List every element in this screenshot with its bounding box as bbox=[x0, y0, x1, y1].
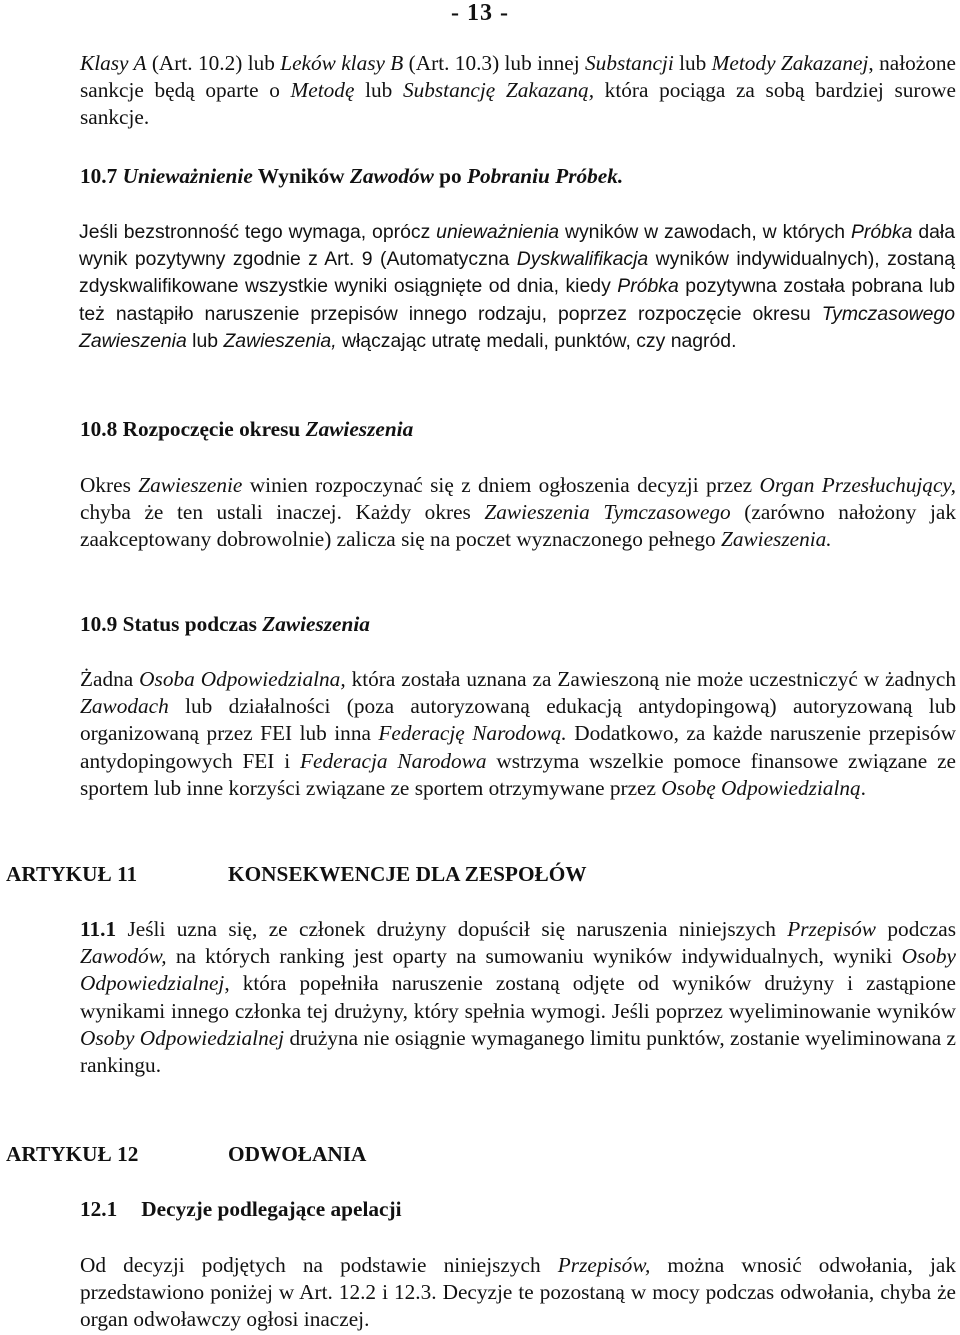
article-11-label: ARTYKUŁ 11 bbox=[6, 862, 138, 886]
heading-text: Decyzje podlegające apelacji bbox=[141, 1197, 402, 1221]
term: Substancji bbox=[585, 51, 674, 75]
text-run: lub bbox=[186, 329, 224, 352]
term: Próbka bbox=[617, 275, 679, 298]
term: Federacja Narodowa bbox=[300, 748, 487, 773]
page-number: - 13 - bbox=[451, 0, 509, 26]
section-heading-10-7 bbox=[80, 163, 623, 190]
heading-text: Zawieszenia bbox=[305, 417, 414, 441]
term: Tymczasowego Zawieszenia bbox=[79, 302, 955, 352]
text-run: (zarówno nałożony jak zaakceptowany dobrowolnie) zalicza się na poczet wyznaczonego pełnego bbox=[80, 500, 956, 552]
article-11-title: KONSEKWENCJE DLA ZESPOŁÓW bbox=[228, 862, 587, 886]
text-run: pozytywna została pobrana lub też nastąpiło naruszenie przepisów innego rodzaju, poprzez rozpoczęcie okresu bbox=[79, 275, 955, 325]
text-run: lub bbox=[673, 51, 712, 75]
text-run: (Art. 10.3) lub innej bbox=[403, 51, 586, 75]
term: Zawieszenia. bbox=[720, 527, 832, 552]
text-run: Od decyzji podjętych na podstawie niniejszych bbox=[80, 1253, 558, 1277]
article-12-label: ARTYKUŁ 12 bbox=[6, 1142, 139, 1166]
paragraph-appealable-decisions bbox=[80, 1252, 956, 1334]
text-run: , nałożone sankcje będą oparte o bbox=[80, 51, 956, 103]
term: Metody Zakazanej bbox=[711, 51, 869, 75]
text-run: Dodatkowo, za każde naruszenie przepisów antydopingowych FEI i bbox=[80, 721, 956, 773]
section-number: 10.8 bbox=[80, 417, 118, 441]
text-run: Jeśli bezstronność tego wymaga, oprócz bbox=[79, 221, 437, 243]
heading-text: Rozpoczęcie okresu bbox=[117, 417, 306, 441]
text-run: na których ranking jest oparty na sumowaniu wyników indywidualnych, wyniki bbox=[166, 944, 902, 969]
term: Substancję Zakazaną, bbox=[402, 78, 595, 103]
text-run: , która popełniła naruszenie zostaną odjęte od wyników drużyny i zastąpione wynikami innego członka tej drużyny, który spełnia wymogi. Jeśli poprzez wyeliminowanie wyników bbox=[80, 971, 956, 1023]
text-run: włączając utratę medali, punktów, czy nagród. bbox=[336, 329, 737, 352]
heading-text: Unieważnienie bbox=[117, 164, 253, 188]
paragraph-text bbox=[80, 916, 956, 1079]
term: Osoby Odpowiedzialnej bbox=[80, 1025, 285, 1050]
term: Przepisów, bbox=[557, 1253, 651, 1277]
term: Zawodów, bbox=[80, 944, 167, 969]
paragraph-text bbox=[80, 666, 956, 802]
heading-text: po bbox=[433, 164, 468, 188]
text-run: która została uznana za Zawieszoną nie może uczestniczyć w żadnych bbox=[345, 667, 956, 691]
heading-text: Pobraniu Próbek. bbox=[467, 164, 624, 188]
term: Osoba Odpowiedzialna, bbox=[139, 667, 346, 691]
section-number: 10.7 bbox=[80, 164, 118, 188]
heading-text: Zawieszenia bbox=[262, 612, 370, 636]
text-run: która pociąga za sobą bardziej surowe sankcje. bbox=[80, 78, 956, 130]
text-run: wyników indywidualnych), zostaną zdyskwalifikowane wszystkie wyniki osiągnięte od dnia, kiedy bbox=[79, 248, 956, 298]
heading-text: Status podczas bbox=[117, 612, 263, 636]
heading-text: Wyników bbox=[252, 164, 350, 188]
term: Organ Przesłuchujący, bbox=[759, 473, 956, 497]
section-heading-12-1 bbox=[80, 1196, 401, 1223]
section-number: 12.1 bbox=[80, 1197, 118, 1221]
section-heading-10-8 bbox=[80, 416, 413, 443]
text-run: . bbox=[860, 775, 866, 800]
term: Osoby Odpowiedzialnej bbox=[80, 944, 956, 996]
term: Metodę bbox=[290, 78, 355, 103]
article-12-title: ODWOŁANIA bbox=[228, 1142, 367, 1166]
term: Zawodach bbox=[80, 694, 169, 719]
text-run: chyba że ten ustali inaczej. Każdy okres bbox=[80, 500, 485, 525]
term: Zawieszenia Tymczasowego bbox=[484, 500, 731, 525]
heading-text: Zawodów bbox=[349, 164, 434, 188]
text-run: (Art. 10.2) lub bbox=[146, 51, 281, 75]
term: unieważnienia bbox=[436, 221, 560, 243]
paragraph-text bbox=[80, 472, 956, 554]
text-run: Żadna bbox=[80, 667, 140, 691]
section-number: 11.1 bbox=[80, 917, 117, 941]
text-run: dała wynik pozytywny zgodnie z Art. 9 (Automatyczna bbox=[79, 221, 955, 271]
term: Zawieszenie bbox=[138, 473, 243, 497]
term: Federację Narodową. bbox=[378, 721, 567, 746]
term: Zawieszenia, bbox=[223, 329, 337, 352]
term: Leków klasy B bbox=[280, 51, 404, 75]
text-run: winien rozpoczynać się z dniem ogłoszenia decyzji przez bbox=[242, 473, 760, 497]
term: Próbka bbox=[850, 221, 913, 243]
paragraph-suspension-status bbox=[80, 666, 956, 802]
text-run: Jeśli uzna się, ze członek drużyny dopuścił się naruszenia niniejszych bbox=[116, 917, 788, 941]
term: Klasy A bbox=[80, 51, 147, 75]
paragraph-doping-classes bbox=[80, 50, 956, 132]
paragraph-text bbox=[80, 1252, 956, 1334]
paragraph-suspension-start bbox=[80, 472, 956, 554]
text-run: Okres bbox=[80, 473, 139, 497]
term: Dyskwalifikacja bbox=[516, 248, 649, 271]
text-run: wstrzyma wszelkie pomoce finansowe związane ze sportem lub inne korzyści związane ze sportem otrzymywane przez bbox=[80, 748, 956, 800]
section-heading-10-9 bbox=[80, 611, 370, 638]
section-number: 10.9 bbox=[80, 612, 118, 636]
paragraph-team-consequences bbox=[80, 916, 956, 1079]
term: Przepisów bbox=[787, 917, 876, 941]
paragraph-text bbox=[79, 219, 955, 355]
text-run: lub działalności (poza autoryzowaną edukacją antydopingową) autoryzowaną lub organizowaną przez FEI lub inna bbox=[80, 694, 956, 746]
text-run: można wnosić odwołania, jak przedstawiono poniżej w Art. 12.2 i 12.3. Decyzje te pozostaną w mocy podczas odwołania, chyba że organ odwoławczy ogłosi inaczej. bbox=[80, 1253, 956, 1332]
paragraph-disqualification bbox=[79, 219, 955, 355]
text-run: drużyna nie osiągnie wymaganego limitu punktów, zostanie wyeliminowana z rankingu. bbox=[80, 1025, 956, 1078]
paragraph-text bbox=[80, 50, 956, 132]
text-run: wyników w zawodach, w których bbox=[559, 221, 851, 243]
text-run: lub bbox=[354, 78, 403, 103]
term: Osobę Odpowiedzialną bbox=[661, 775, 861, 800]
text-run: podczas bbox=[876, 917, 956, 941]
